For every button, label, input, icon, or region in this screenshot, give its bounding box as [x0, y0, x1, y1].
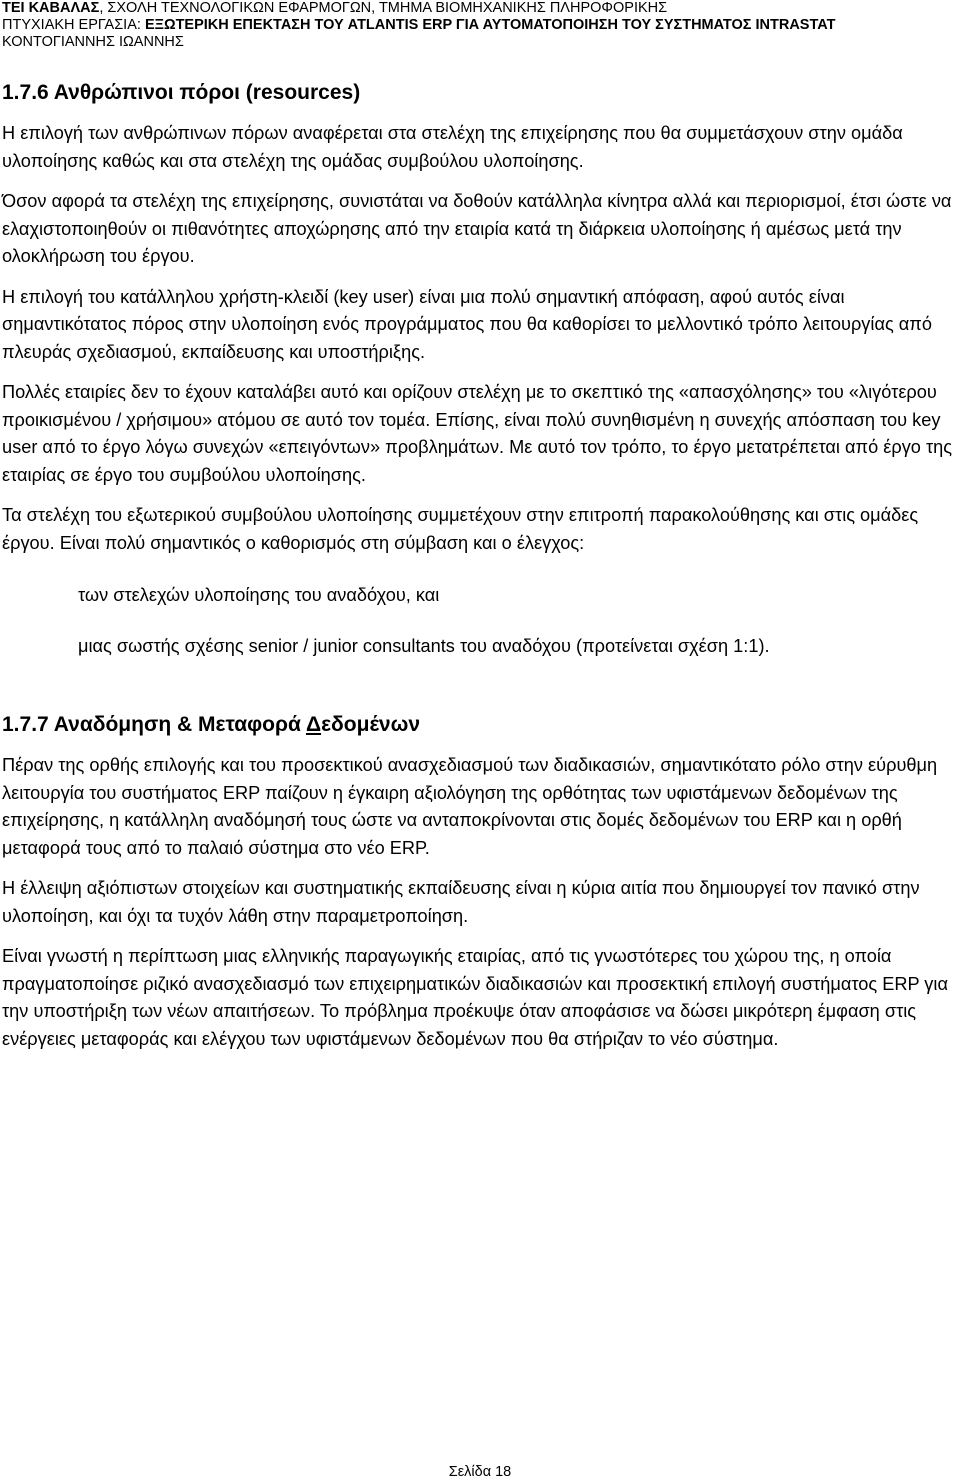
paragraph: Είναι γνωστή η περίπτωση μιας ελληνικής παραγωγικής εταιρίας, από τις γνωστότερες του χώρου της, η οποία πραγματοποίησε ριζικό ανασχεδιασμό των επιχειρηματικών διαδικασιών και προσεκτική επιλογή συστήματος ERP για την υποστήριξη των νέων απαιτήσεων. Το πρόβλημα προέκυψε όταν αποφάσισε να δώσει μικρότερη έμφαση στις ενέργειες μεταφοράς και ελέγχου των υφιστάμενων δεδομένων που θα στήριζαν το νέο σύστημα.: [2, 946, 948, 1049]
paragraph: Η επιλογή των ανθρώπινων πόρων αναφέρεται στα στελέχη της επιχείρησης που θα συμμετάσχουν στην ομάδα υλοποίησης καθώς και στα στελέχη της ομάδας συμβούλου υλοποίησης.: [2, 123, 903, 171]
header-thesis-title: ΕΞΩΤΕΡΙΚΗ ΕΠΕΚΤΑΣΗ ΤΟΥ ATLANTIS ERP ΓΙΑ ΑΥΤΟΜΑΤΟΠΟΙΗΣΗ ΤΟΥ ΣΥΣΤΗΜΑΤΟΣ INTRASTAT: [144, 17, 836, 33]
list-item: μιας σωστής σχέσης senior / junior consultants του αναδόχου (προτείνεται σχέση 1:1).: [78, 635, 770, 656]
page-header: [2, 0, 958, 51]
header-department: , ΣΧΟΛΗ ΤΕΧΝΟΛΟΓΙΚΩΝ ΕΦΑΡΜΟΓΩΝ, ΤΜΗΜΑ ΒΙΟΜΗΧΑΝΙΚΗΣ ΠΛΗΡΟΦΟΡΙΚΗΣ: [99, 0, 668, 16]
paragraph: Πέραν της ορθής επιλογής και του προσεκτικού ανασχεδιασμού των διαδικασιών, σημαντικότατο ρόλο στην εύρυθμη λειτουργία του συστήματος ERP παίζουν η έγκαιρη αξιολόγηση της ορθότητας των υφιστάμενων δεδομένων της επιχείρησης, η κατάλληλη αναδόμησή τους ώστε να ανταποκρίνονται στις δομές δεδομένων του ERP και η ορθή μεταφορά τους από το παλαιό σύστημα στο νέο ERP.: [2, 755, 938, 858]
section-title-data-migration: [2, 712, 958, 738]
header-author: ΚΟΝΤΟΓΙΑΝΝΗΣ ΙΩΑΝΝΗΣ: [2, 34, 184, 50]
page-content: [2, 80, 958, 1066]
paragraph: Πολλές εταιρίες δεν το έχουν καταλάβει αυτό και ορίζουν στελέχη με το σκεπτικό της «απασχόλησης» του «λιγότερου προικισμένου / χρήσιμου» ατόμου σε αυτό τον τομέα. Επίσης, είναι πολύ συνηθισμένη η συνεχής απόσπαση του key user από το έργο λόγω συνεχών «επειγόντων» προβλημάτων. Με αυτό τον τρόπο, το έργο μετατρέπεται από έργο της εταιρίας σε έργο του συμβούλου υλοποίησης.: [2, 382, 953, 485]
list-item: των στελεχών υλοποίησης του αναδόχου, και: [78, 585, 440, 605]
header-thesis-line: [2, 17, 958, 34]
paragraph: Η έλλειψη αξιόπιστων στοιχείων και συστηματικής εκπαίδευσης είναι η κύρια αιτία που δημιουργεί τον πανικό στην υλοποίηση, και όχι τα τυχόν λάθη στην παραμετροποίηση.: [2, 878, 920, 926]
paragraph: Όσον αφορά τα στελέχη της επιχείρησης, συνιστάται να δοθούν κατάλληλα κίνητρα αλλά και περιορισμοί, έτσι ώστε να ελαχιστοποιηθούν οι πιθανότητες αποχώρησης από την εταιρία κατά τη διάρκεια υλοποίησης ή αμέσως μετά την ολοκλήρωση του έργου.: [2, 191, 952, 266]
section-title-prefix: 1.7.7 Αναδόμηση & Μεταφορά: [2, 713, 306, 736]
section-title-suffix: εδομένων: [321, 713, 421, 736]
header-institution-line: [2, 0, 958, 17]
section-title-human-resources: 1.7.6 Ανθρώπινοι πόροι (resources): [2, 81, 361, 104]
header-thesis-prefix: ΠΤΥΧΙΑΚΗ ΕΡΓΑΣΙΑ:: [2, 17, 145, 33]
paragraph: Η επιλογή του κατάλληλου χρήστη-κλειδί (key user) είναι μια πολύ σημαντική απόφαση, αφού αυτός είναι σημαντικότατος πόρος στην υλοποίηση ενός προγράμματος που θα καθορίσει το μελλοντικό τρόπο λειτουργίας από πλευράς σχεδιασμού, εκπαίδευσης και υποστήριξης.: [2, 286, 932, 362]
section-title-underlined: Δ: [305, 713, 322, 736]
paragraph: Τα στελέχη του εξωτερικού συμβούλου υλοποίησης συμμετέχουν στην επιτροπή παρακολούθησης και στις ομάδες έργου. Είναι πολύ σημαντικός ο καθορισμός στη σύμβαση και ο έλεγχος:: [2, 505, 919, 553]
page-number: Σελίδα 18: [448, 1464, 512, 1480]
header-institution: ΤΕΙ ΚΑΒΑΛΑΣ: [2, 0, 100, 16]
